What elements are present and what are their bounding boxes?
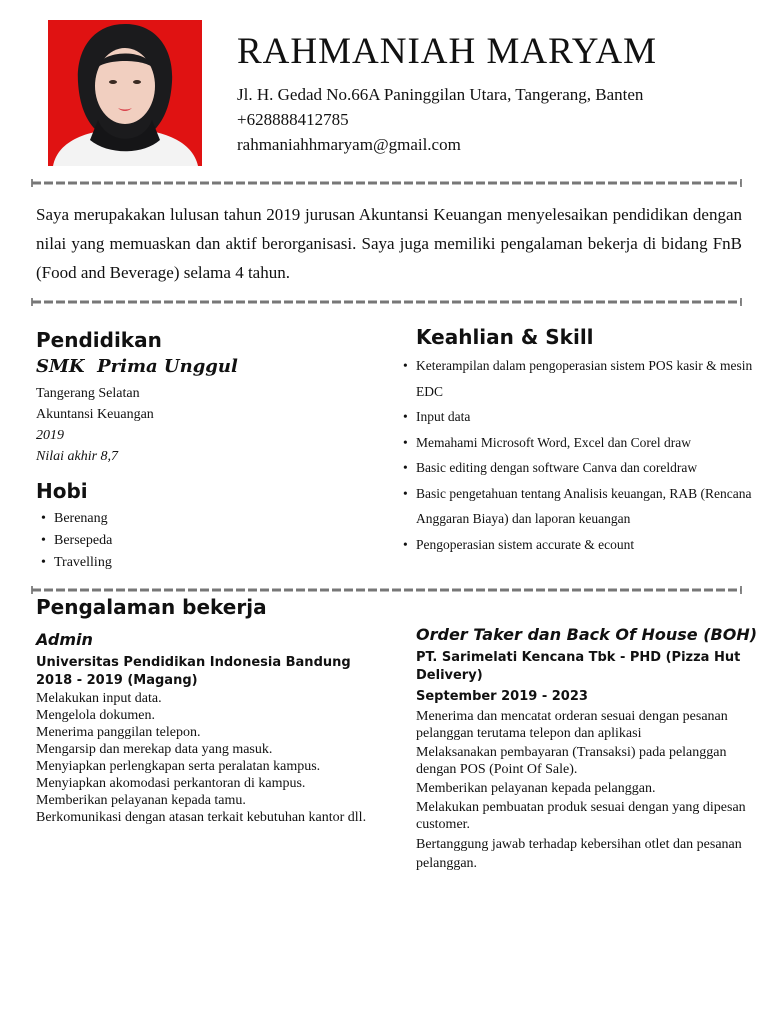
duty-item: Melakukan pembuatan produk sesuai dengan yang dipesan customer.	[416, 800, 746, 832]
duty-item: Memberikan pelayanan kepada pelanggan.	[416, 781, 656, 796]
hobbies-list	[41, 508, 112, 574]
section-divider-1	[30, 177, 743, 189]
job-title-boh: Order Taker dan Back Of House (BOH)	[416, 625, 758, 644]
portrait-image	[48, 20, 202, 166]
job-period-boh: September 2019 - 2023	[416, 689, 588, 704]
skill-item: • Basic editing dengan software Canva dan coreldraw	[403, 455, 761, 481]
full-name: RAHMANIAH MARYAM	[237, 31, 657, 72]
duty-item: Menyiapkan akomodasi perkantoran di kampus.	[36, 776, 306, 791]
duty-item: Melaksanakan pembayaran (Transaksi) pada pelanggan dengan POS (Point Of Sale).	[416, 745, 727, 777]
school-name: SMK Prima Unggul	[36, 356, 238, 377]
duty-item: Berkomunikasi dengan atasan terkait kebutuhan kantor dll.	[36, 810, 367, 825]
duty-item: Menerima panggilan telepon.	[36, 725, 201, 740]
job-period-admin: 2018 - 2019 (Magang)	[36, 673, 198, 688]
education-grade: Nilai akhir 8,7	[36, 449, 119, 464]
job-org-admin: Universitas Pendidikan Indonesia Bandung	[36, 655, 351, 670]
duty-item: Menerima dan mencatat orderan sesuai dengan pesanan pelanggan terutama telepon dan aplikasi	[416, 709, 728, 741]
duty-item: Memberikan pelayanan kepada tamu.	[36, 793, 246, 808]
email-text: rahmaniahhmaryam@gmail.com	[237, 135, 461, 154]
duty-item: Mengelola dokumen.	[36, 708, 155, 723]
skill-item: • Memahami Microsoft Word, Excel dan Corel draw	[403, 430, 761, 456]
section-divider-2	[30, 296, 743, 308]
hobby-item: • Bersepeda	[41, 530, 112, 552]
skill-item: • Pengoperasian sistem accurate & ecount	[403, 532, 761, 558]
job-org-boh: PT. Sarimelati Kencana Tbk - PHD (Pizza Hut Delivery)	[416, 650, 741, 683]
skills-list	[403, 353, 761, 557]
education-major: Akuntansi Keuangan	[36, 407, 154, 422]
job-title-admin: Admin	[36, 630, 93, 649]
duty-item: Mengarsip dan merekap data yang masuk.	[36, 742, 273, 757]
phone-text: +628888412785	[237, 110, 349, 129]
hobby-item: • Travelling	[41, 552, 112, 574]
skills-heading: Keahlian & Skill	[416, 325, 594, 349]
hobbies-heading: Hobi	[36, 479, 88, 503]
skill-item: • Input data	[403, 404, 761, 430]
duty-item: Bertanggung jawab terhadap kebersihan otlet dan pesanan pelanggan.	[416, 837, 742, 871]
education-year: 2019	[36, 428, 64, 443]
profile-summary: Saya merupakakan lulusan tahun 2019 jurusan Akuntansi Keuangan menyelesaikan pendidikan dengan nilai yang memuaskan dan aktif berorganisasi. Saya juga memiliki pengalaman bekerja di bidang FnB (Food and Beverage) selama 4 tahun.	[36, 205, 742, 282]
address-text: Jl. H. Gedad No.66A Paninggilan Utara, Tangerang, Banten	[237, 85, 644, 104]
skill-item: • Basic pengetahuan tentang Analisis keuangan, RAB (Rencana Anggaran Biaya) dan laporan keuangan	[403, 481, 761, 532]
skill-item: • Keterampilan dalam pengoperasian sistem POS kasir & mesin EDC	[403, 353, 761, 404]
duty-item: Melakukan input data.	[36, 691, 162, 706]
duty-item: Menyiapkan perlengkapan serta peralatan kampus.	[36, 759, 321, 774]
job-duties-admin	[36, 690, 382, 826]
job-duties-boh	[416, 708, 762, 873]
education-details	[36, 383, 366, 467]
education-heading: Pendidikan	[36, 328, 162, 352]
experience-heading: Pengalaman bekerja	[36, 595, 267, 619]
education-location: Tangerang Selatan	[36, 386, 140, 401]
profile-photo	[48, 20, 202, 166]
hobby-item: • Berenang	[41, 508, 112, 530]
